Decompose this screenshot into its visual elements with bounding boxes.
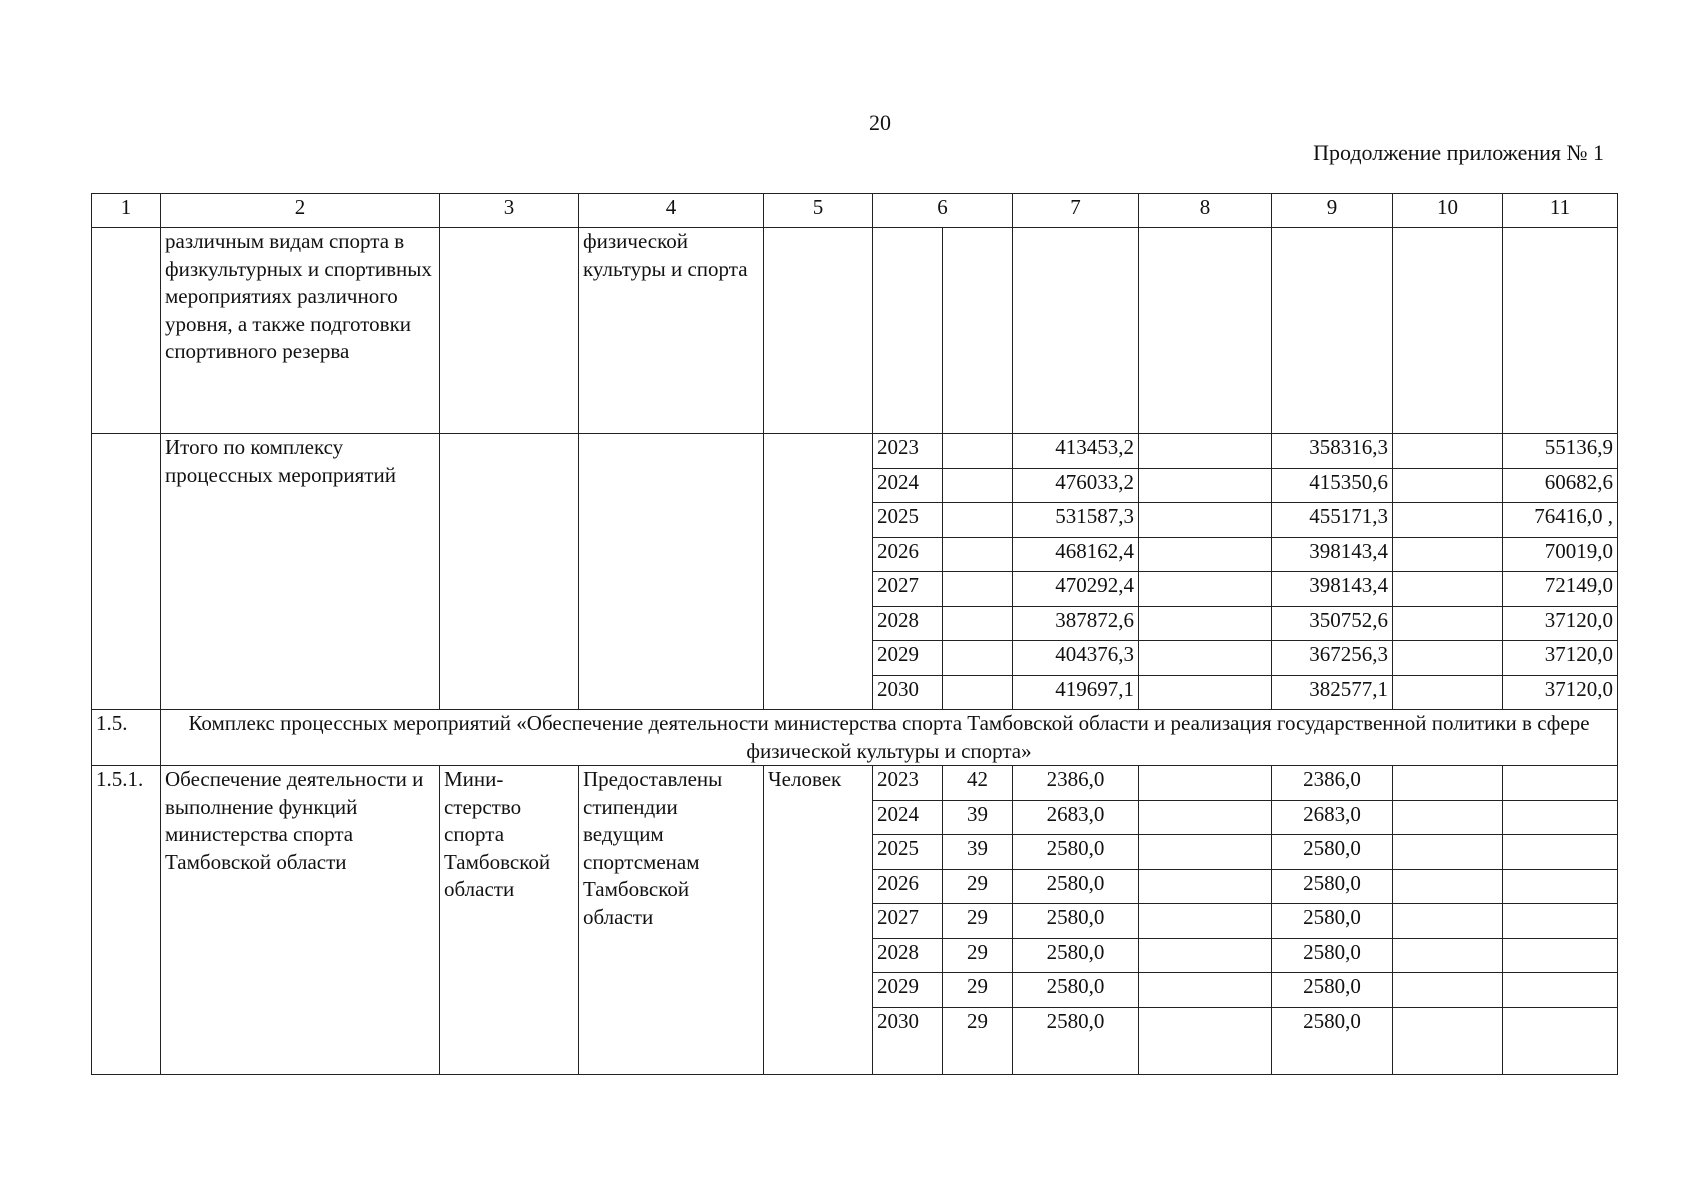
year-cell: 2030 [873, 675, 943, 710]
header-cell: 10 [1393, 194, 1503, 228]
continuation-name: различным видам спорта в физкультурных и спортивных мероприятиях различного уровня, а также подготовки спортивного резерва [161, 228, 440, 434]
total-value-col9: 382577,1 [1272, 675, 1393, 710]
total-value-col7: 404376,3 [1013, 641, 1139, 676]
item-name: Обеспечение деятельности и выполнение функций министерства спорта Тамбовской области [161, 766, 440, 1075]
year-cell: 2027 [873, 572, 943, 607]
total-value-col11: 70019,0 [1503, 537, 1618, 572]
total-value-col11: 76416,0 , [1503, 503, 1618, 538]
item-row [92, 766, 1618, 801]
item-value-col7: 2386,0 [1013, 766, 1139, 801]
total-value-col9: 415350,6 [1272, 468, 1393, 503]
year-cell: 2024 [873, 468, 943, 503]
total-value-col7: 470292,4 [1013, 572, 1139, 607]
item-value-col9: 2580,0 [1272, 1007, 1393, 1074]
total-value-col11: 37120,0 [1503, 606, 1618, 641]
item-value-col7: 2580,0 [1013, 904, 1139, 939]
item-value-col9: 2580,0 [1272, 904, 1393, 939]
indicator-value: 29 [943, 869, 1013, 904]
indicator-value: 29 [943, 904, 1013, 939]
total-value-col7: 531587,3 [1013, 503, 1139, 538]
year-cell: 2030 [873, 1007, 943, 1074]
total-value-col11: 55136,9 [1503, 434, 1618, 469]
item-value-col9: 2683,0 [1272, 800, 1393, 835]
total-value-col11: 72149,0 [1503, 572, 1618, 607]
total-value-col11: 37120,0 [1503, 675, 1618, 710]
header-cell: 7 [1013, 194, 1139, 228]
year-cell: 2029 [873, 973, 943, 1008]
item-value-col9: 2580,0 [1272, 973, 1393, 1008]
total-value-col11: 60682,6 [1503, 468, 1618, 503]
year-cell: 2028 [873, 938, 943, 973]
item-value-col7: 2580,0 [1013, 938, 1139, 973]
header-cell: 11 [1503, 194, 1618, 228]
appendix-note: Продолжение приложения № 1 [1313, 140, 1604, 165]
item-number: 1.5.1. [92, 766, 161, 1075]
item-value-col7: 2580,0 [1013, 869, 1139, 904]
year-cell: 2026 [873, 537, 943, 572]
total-value-col9: 350752,6 [1272, 606, 1393, 641]
page-number: 20 [869, 110, 891, 135]
item-value-col7: 2580,0 [1013, 835, 1139, 870]
header-cell: 4 [579, 194, 764, 228]
total-value-col7: 387872,6 [1013, 606, 1139, 641]
year-cell: 2025 [873, 503, 943, 538]
total-row [92, 434, 1618, 469]
section-row [92, 710, 1618, 766]
item-value-col7: 2580,0 [1013, 973, 1139, 1008]
continuation-row [92, 228, 1618, 434]
total-value-col11: 37120,0 [1503, 641, 1618, 676]
header-cell: 9 [1272, 194, 1393, 228]
total-value-col7: 476033,2 [1013, 468, 1139, 503]
program-table [91, 193, 1618, 1075]
item-value-col7: 2580,0 [1013, 1007, 1139, 1074]
total-value-col9: 455171,3 [1272, 503, 1393, 538]
continuation-result: физической культуры и спорта [579, 228, 764, 434]
total-value-col9: 358316,3 [1272, 434, 1393, 469]
header-cell: 3 [440, 194, 579, 228]
year-cell: 2024 [873, 800, 943, 835]
total-value-col7: 468162,4 [1013, 537, 1139, 572]
year-cell: 2026 [873, 869, 943, 904]
header-cell: 8 [1139, 194, 1272, 228]
header-row [92, 194, 1618, 228]
year-cell: 2025 [873, 835, 943, 870]
item-value-col9: 2580,0 [1272, 938, 1393, 973]
indicator-value: 29 [943, 938, 1013, 973]
total-value-col7: 413453,2 [1013, 434, 1139, 469]
total-value-col9: 367256,3 [1272, 641, 1393, 676]
header-cell: 5 [764, 194, 873, 228]
indicator-value: 29 [943, 973, 1013, 1008]
header-cell: 6 [873, 194, 1013, 228]
total-value-col9: 398143,4 [1272, 572, 1393, 607]
item-value-col9: 2580,0 [1272, 835, 1393, 870]
header-cell: 2 [161, 194, 440, 228]
item-unit: Человек [764, 766, 873, 1075]
year-cell: 2029 [873, 641, 943, 676]
header-cell: 1 [92, 194, 161, 228]
indicator-value: 42 [943, 766, 1013, 801]
indicator-value: 29 [943, 1007, 1013, 1074]
year-cell: 2027 [873, 904, 943, 939]
item-result: Предоставлены стипендии ведущим спортсменам Тамбовской области [579, 766, 764, 1075]
total-value-col9: 398143,4 [1272, 537, 1393, 572]
total-value-col7: 419697,1 [1013, 675, 1139, 710]
item-value-col9: 2580,0 [1272, 869, 1393, 904]
total-label: Итого по комплексу процессных мероприятий [161, 434, 440, 710]
item-value-col7: 2683,0 [1013, 800, 1139, 835]
section-number: 1.5. [92, 710, 161, 766]
year-cell: 2028 [873, 606, 943, 641]
indicator-value: 39 [943, 800, 1013, 835]
year-cell: 2023 [873, 434, 943, 469]
year-cell: 2023 [873, 766, 943, 801]
indicator-value: 39 [943, 835, 1013, 870]
section-title: Комплекс процессных мероприятий «Обеспечение деятельности министерства спорта Тамбовской области и реализация государственной политики в сфере физической культуры и спорта» [161, 710, 1618, 766]
item-value-col9: 2386,0 [1272, 766, 1393, 801]
item-executor: Мини-стерство спорта Тамбовской области [440, 766, 579, 1075]
